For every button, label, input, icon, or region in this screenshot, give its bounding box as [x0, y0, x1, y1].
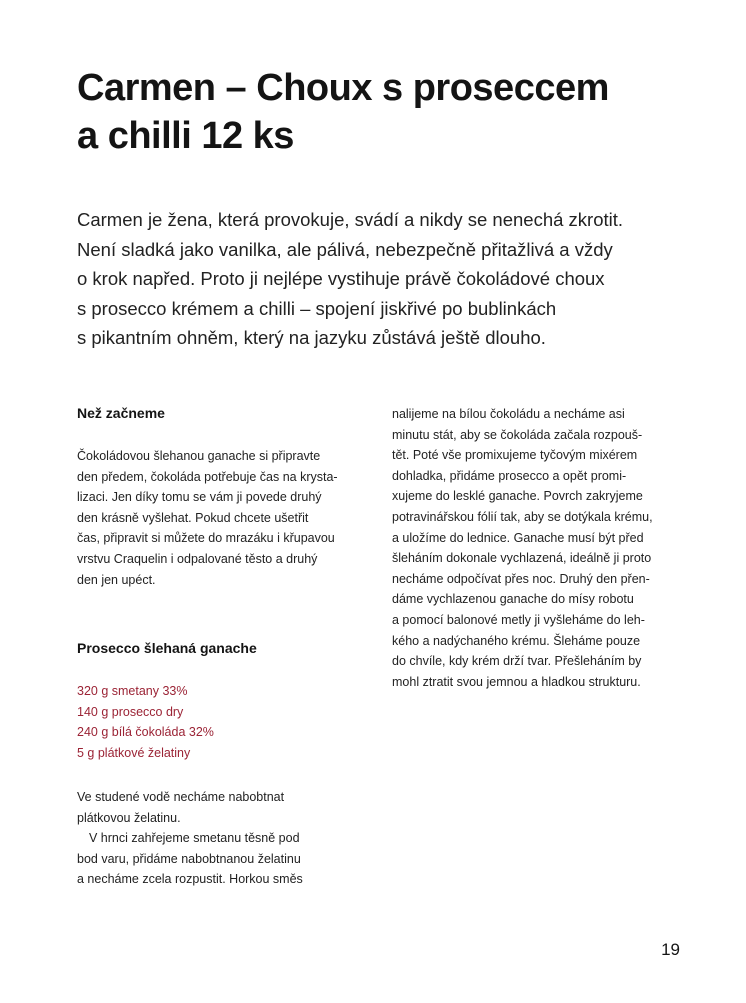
- right-column: [392, 404, 692, 692]
- paragraph-line: minutu stát, aby se čokoláda začala rozpouš-: [392, 427, 643, 442]
- title-line: Carmen – Choux s proseccem: [77, 67, 609, 109]
- paragraph-line: do chvíle, kdy krém drží tvar. Přešleháním by: [392, 654, 642, 669]
- paragraph-line: šleháním dokonale vychlazená, ideálně ji proto: [392, 551, 652, 566]
- section-ganache: [77, 637, 377, 659]
- paragraph-line: den krásně vyšlehat. Pokud chcete ušetřit: [77, 510, 309, 525]
- section-before-start: [77, 402, 377, 424]
- section-heading: Než začneme: [77, 405, 165, 421]
- ingredient-item: 5 g plátkové želatiny: [77, 745, 191, 760]
- paragraph-line: nalijeme na bílou čokoládu a necháme asi: [392, 407, 625, 421]
- intro-line: s pikantním ohněm, který na jazyku zůstává ještě dlouho.: [77, 327, 546, 349]
- intro-line: Carmen je žena, která provokuje, svádí a nikdy se nenechá zkrotit.: [77, 209, 624, 230]
- paragraph-line: dohladka, přidáme prosecco a opět promi-: [392, 468, 627, 483]
- paragraph-line: a necháme zcela rozpustit. Horkou směs: [77, 872, 303, 887]
- ingredient-item: 240 g bílá čokoláda 32%: [77, 725, 214, 740]
- paragraph-line: plátkovou želatinu.: [77, 810, 181, 825]
- paragraph-line: lizaci. Jen díky tomu se vám ji povede druhý: [77, 490, 322, 505]
- paragraph-line: den předem, čokoláda potřebuje čas na krysta-: [77, 469, 338, 484]
- paragraph-line: necháme odpočívat přes noc. Druhý den přen-: [392, 571, 650, 586]
- paragraph-line: vrstvu Craquelin i odpalované těsto a druhý: [77, 551, 318, 566]
- paragraph-line: bod varu, přidáme nabobtnanou želatinu: [77, 851, 301, 866]
- page-number: 19: [661, 940, 680, 959]
- ingredient-item: 320 g smetany 33%: [77, 684, 188, 698]
- title-line: a chilli 12 ks: [77, 115, 294, 157]
- paragraph-line: čas, připravit si můžete do mrazáku i křupavou: [77, 531, 335, 546]
- section-heading: Prosecco šlehaná ganache: [77, 640, 257, 656]
- paragraph-line: dáme vychlazenou ganache do mísy robotu: [392, 592, 634, 607]
- paragraph-line: a uložíme do lednice. Ganache musí být před: [392, 530, 644, 545]
- intro-line: o krok napřed. Proto ji nejlépe vystihuje právě čokoládové choux: [77, 268, 605, 290]
- intro-line: s prosecco krémem a chilli – spojení jiskřivé po bublinkách: [77, 297, 557, 319]
- paragraph-line: V hrnci zahřejeme smetanu těsně pod: [89, 831, 300, 846]
- paragraph-line: xujeme do lesklé ganache. Povrch zakryjeme: [392, 489, 643, 504]
- paragraph-line: a pomocí balonové metly ji vyšleháme do leh-: [392, 612, 645, 627]
- intro-paragraph: [77, 205, 717, 353]
- paragraph-line: tět. Poté vše promixujeme tyčovým mixérem: [392, 448, 638, 463]
- paragraph-line: mohl ztratit svou jemnou a hladkou strukturu.: [392, 674, 641, 689]
- paragraph-line: Ve studené vodě necháme nabobtnat: [77, 790, 285, 804]
- ingredient-item: 140 g prosecco dry: [77, 704, 184, 719]
- intro-line: Není sladká jako vanilka, ale pálivá, nebezpečně přitažlivá a vždy: [77, 238, 613, 260]
- ingredient-list: [77, 681, 377, 763]
- page-title: [77, 64, 697, 160]
- paragraph-line: potravinářskou fólií tak, aby se dotýkala krému,: [392, 509, 653, 524]
- paragraph-line: kého a nadýchaného krému. Šleháme pouze: [392, 633, 641, 648]
- paragraph-line: Čokoládovou šlehanou ganache si připravte: [77, 449, 321, 463]
- paragraph-line: den jen upéct.: [77, 572, 156, 587]
- method-text: [77, 787, 377, 890]
- section-before-start-text: [77, 446, 377, 590]
